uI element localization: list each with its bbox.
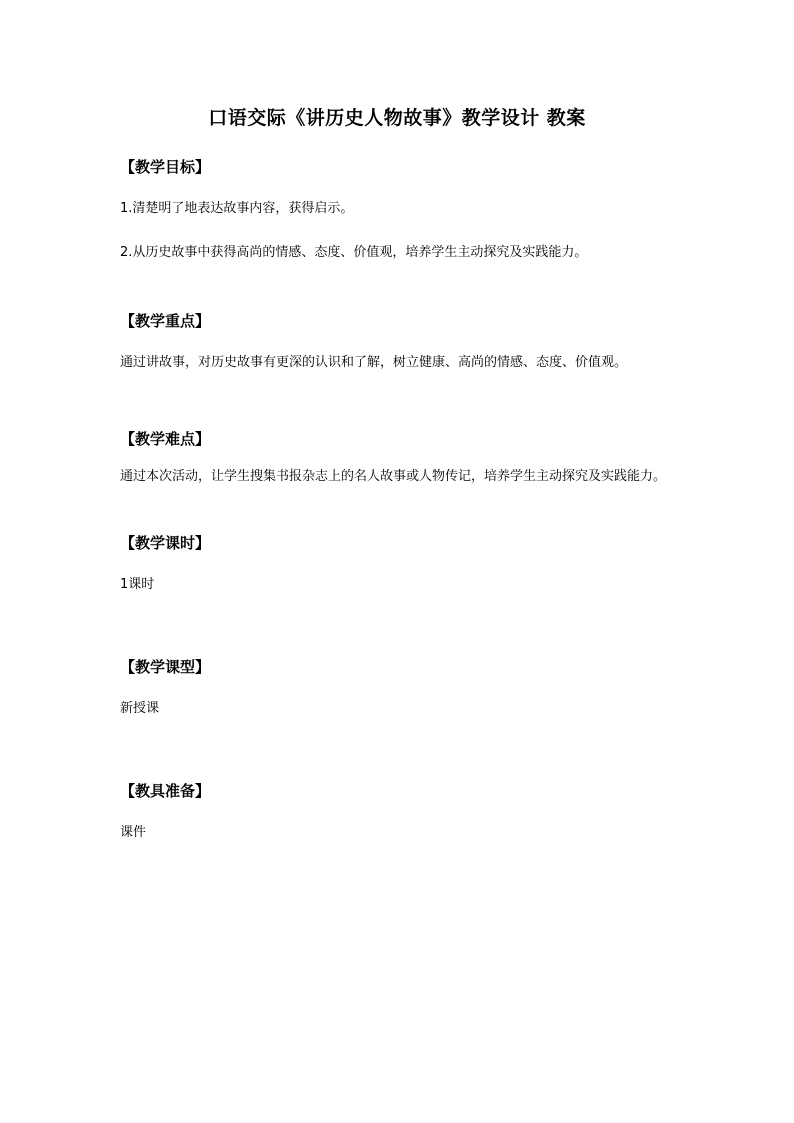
section-teaching-aids	[120, 780, 680, 846]
section-heading: 【教学课时】	[120, 534, 211, 552]
paragraph: 2.从历史故事中获得高尚的情感、态度、价值观，培养学生主动探究及实践能力。	[120, 245, 588, 260]
paragraph: 课件	[120, 825, 147, 840]
section-heading: 【教具准备】	[120, 782, 211, 800]
section-heading: 【教学重点】	[120, 312, 211, 330]
section-key-points	[120, 310, 680, 376]
paragraph: 1.清楚明了地表达故事内容，获得启示。	[120, 201, 354, 216]
paragraph: 通过讲故事，对历史故事有更深的认识和了解，树立健康、高尚的情感、态度、价值观。	[120, 355, 628, 370]
document-body	[120, 150, 680, 846]
paragraph: 1课时	[120, 577, 155, 592]
section-heading: 【教学课型】	[120, 658, 211, 676]
section-heading: 【教学难点】	[120, 430, 211, 448]
paragraph: 通过本次活动，让学生搜集书报杂志上的名人故事或人物传记，培养学生主动探究及实践能力。	[120, 469, 667, 484]
section-objectives	[120, 156, 680, 266]
section-difficulties	[120, 428, 680, 490]
section-lesson-type	[120, 656, 680, 722]
document-title: 口语交际《讲历史人物故事》教学设计 教案	[208, 107, 586, 129]
paragraph: 新授课	[120, 701, 160, 716]
section-class-hours	[120, 532, 680, 598]
section-heading: 【教学目标】	[120, 158, 211, 176]
